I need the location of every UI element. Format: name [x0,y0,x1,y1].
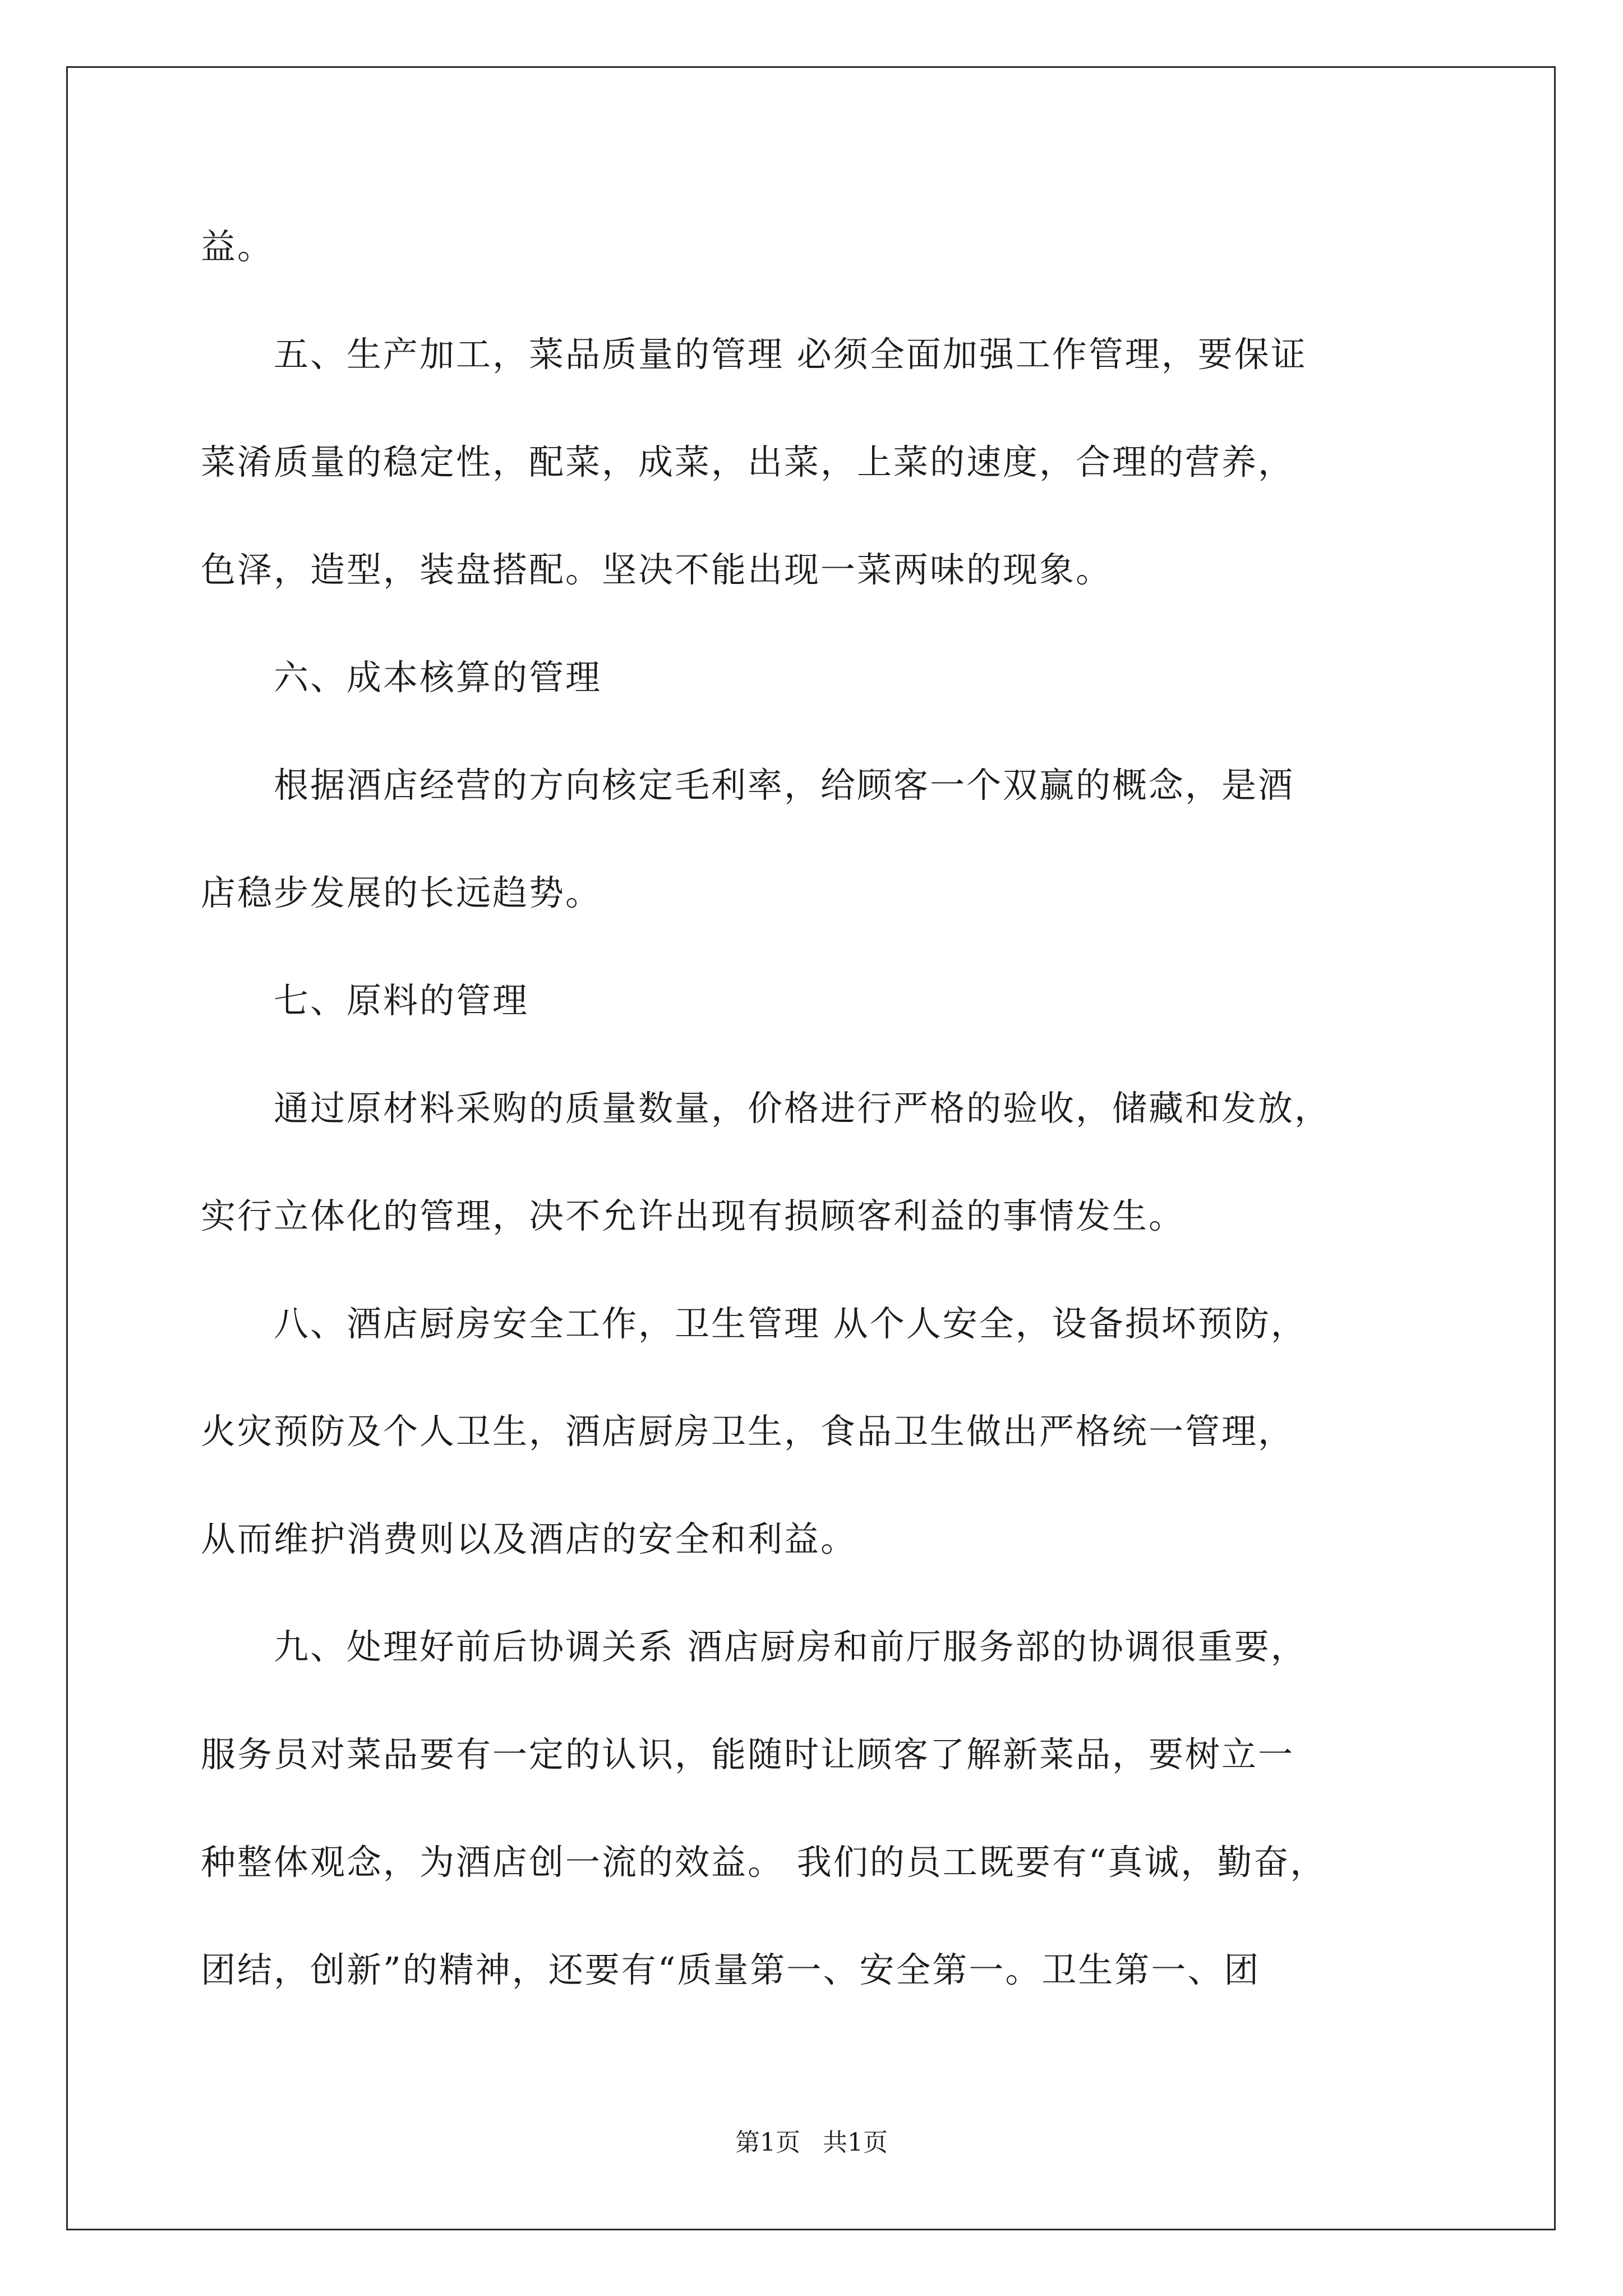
page-footer [0,2126,1623,2160]
text-line-11: 八、酒店厨房安全工作，卫生管理 从个人安全，设备损坏预防， [201,1303,1307,1344]
text-line-8: 七、原料的管理 [201,980,529,1021]
page-border [66,66,1556,2230]
text-line-6: 根据酒店经营的方向核定毛利率，给顾客一个双赢的概念，是酒 [201,765,1295,806]
text-line-14: 九、处理好前后协调关系 酒店厨房和前厅服务部的协调很重要， [201,1626,1307,1667]
text-line-5: 六、成本核算的管理 [201,657,602,698]
text-line-1: 益。 [201,226,274,267]
text-line-15: 服务员对菜品要有一定的认识，能随时让顾客了解新菜品，要树立一 [201,1734,1295,1775]
text-line-4: 色泽，造型，装盘搭配。坚决不能出现一菜两味的现象。 [201,549,1113,590]
text-line-16: 种整体观念，为酒店创一流的效益。 我们的员工既要有“真诚，勤奋， [201,1842,1327,1883]
text-line-3: 菜淆质量的稳定性，配菜，成菜，出菜，上菜的速度，合理的营养， [201,441,1295,482]
text-line-7: 店稳步发展的长远趋势。 [201,872,602,913]
text-line-13: 从而维护消费则以及酒店的安全和利益。 [201,1519,857,1559]
text-line-12: 火灾预防及个人卫生，酒店厨房卫生，食品卫生做出严格统一管理， [201,1411,1295,1452]
total-pages: 共1页 [823,2128,888,2157]
text-line-10: 实行立体化的管理，决不允许出现有损顾客利益的事情发生。 [201,1195,1186,1236]
page-number: 第1页 [735,2128,800,2157]
text-line-17: 团结，创新”的精神，还要有“质量第一、安全第一。卫生第一、团 [201,1949,1261,1990]
text-line-2: 五、生产加工，菜品质量的管理 必须全面加强工作管理，要保证 [201,334,1307,375]
text-line-9: 通过原材料采购的质量数量，价格进行严格的验收，储藏和发放， [201,1088,1331,1129]
